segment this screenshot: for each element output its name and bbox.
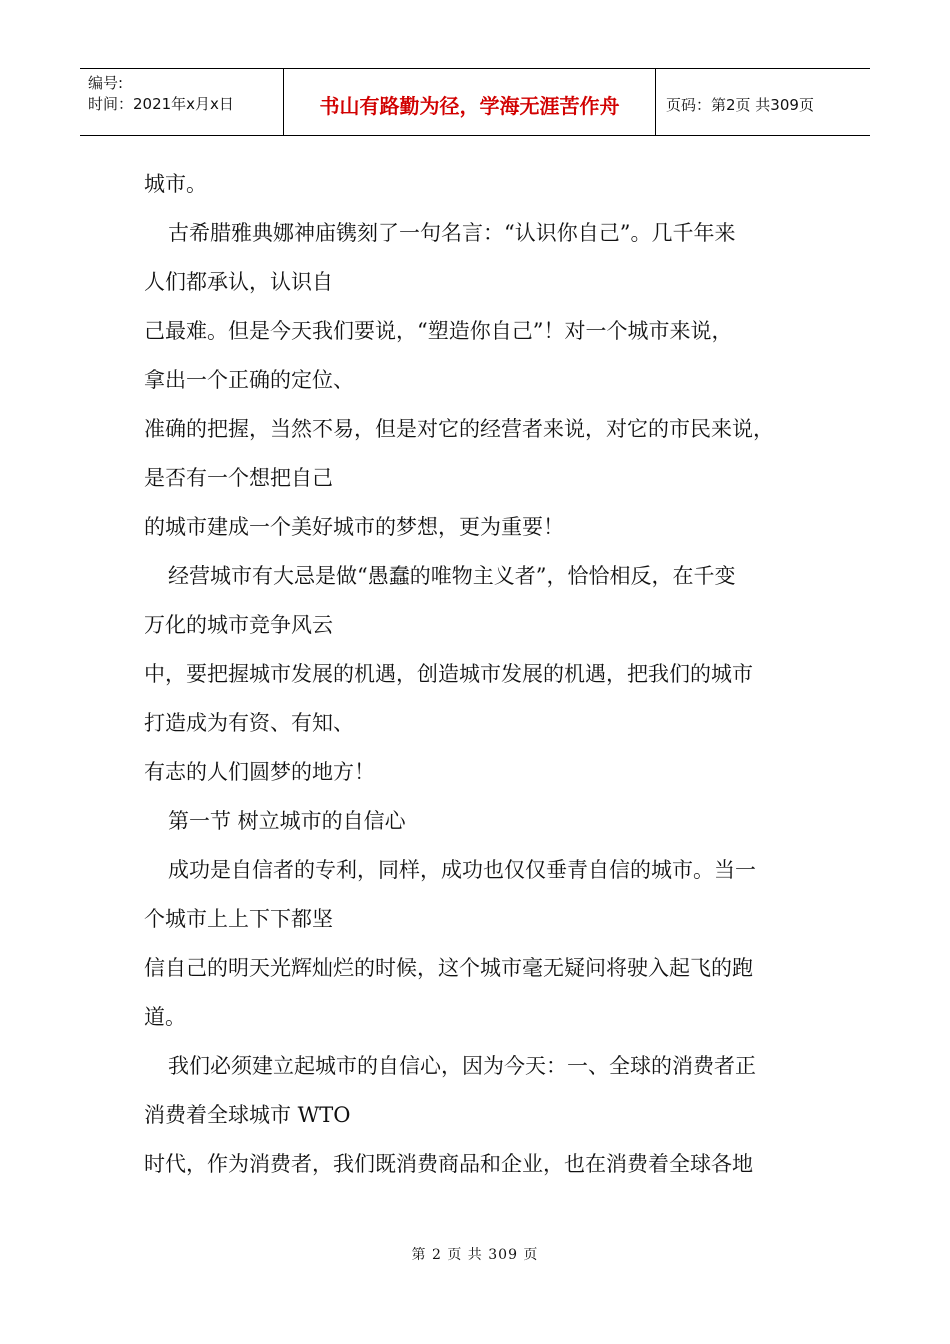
document-number-label: 编号: (88, 74, 124, 92)
body-line: 古希腊雅典娜神庙镌刻了一句名言：“认识你自己”。几千年来 (168, 221, 736, 245)
body-line: 人们都承认，认识自 (144, 270, 333, 294)
header-page-info: 页码：第2页 共309页 (666, 95, 814, 114)
body-line: 我们必须建立起城市的自信心，因为今天：一、全球的消费者正 (168, 1054, 756, 1078)
header-motto: 书山有路勤为径，学海无涯苦作舟 (284, 69, 656, 135)
body-line: 城市。 (144, 172, 207, 196)
body-line: 己最难。但是今天我们要说，“塑造你自己”！对一个城市来说， (144, 319, 733, 343)
body-line: 道。 (144, 1005, 186, 1029)
body-line: 经营城市有大忌是做“愚蠢的唯物主义者”，恰恰相反，在千变 (168, 564, 736, 588)
document-time-label: 时间：2021年x月x日 (88, 95, 234, 113)
body-line: 个城市上上下下都坚 (144, 907, 333, 931)
body-line: 拿出一个正确的定位、 (144, 368, 354, 392)
section-heading: 第一节 树立城市的自信心 (168, 809, 406, 833)
body-line: 信自己的明天光辉灿烂的时候，这个城市毫无疑问将驶入起飞的跑 (144, 956, 753, 980)
body-line: 的城市建成一个美好城市的梦想，更为重要！ (144, 515, 564, 539)
body-line: 准确的把握，当然不易，但是对它的经营者来说，对它的市民来说， (144, 417, 774, 441)
page-header (80, 68, 870, 136)
body-line: 时代，作为消费者，我们既消费商品和企业，也在消费着全球各地 (144, 1152, 753, 1176)
document-body (144, 160, 844, 1189)
body-line: 消费着全球城市 WTO (144, 1103, 351, 1127)
page-footer: 第 2 页 共 309 页 (411, 1247, 539, 1263)
body-line: 打造成为有资、有知、 (144, 711, 354, 735)
body-line: 有志的人们圆梦的地方！ (144, 760, 375, 784)
body-line: 万化的城市竞争风云 (144, 613, 333, 637)
body-line: 成功是自信者的专利，同样，成功也仅仅垂青自信的城市。当一 (168, 858, 756, 882)
body-line: 中，要把握城市发展的机遇，创造城市发展的机遇，把我们的城市 (144, 662, 753, 686)
header-meta (80, 69, 284, 135)
body-line: 是否有一个想把自己 (144, 466, 333, 490)
